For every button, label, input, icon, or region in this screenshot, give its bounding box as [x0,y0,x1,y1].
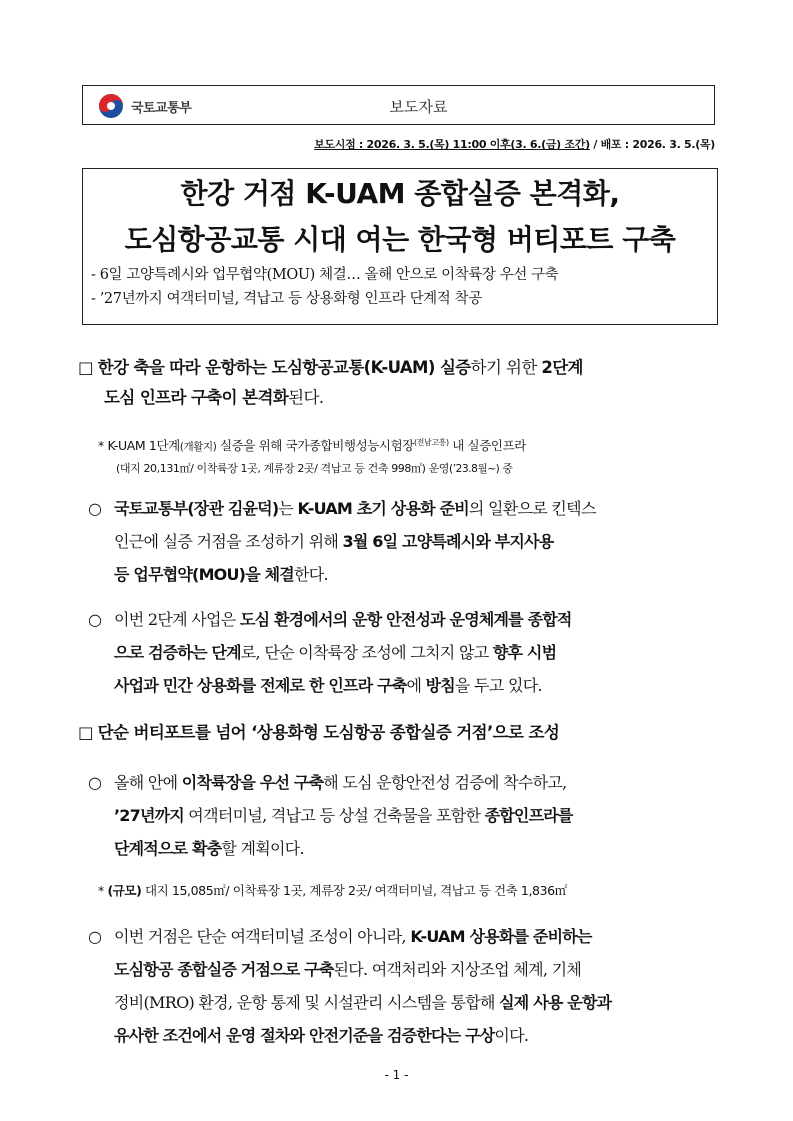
bullet-marker: ○ [88,610,102,629]
bullet-bold: 등 업무협약(MOU)을 체결 [114,565,294,584]
section-2-title: 단순 버티포트를 넘어 ‘상용화형 도심항공 종합실증 거점’으로 조성 [97,723,560,742]
bullet-text: 에 [406,676,426,695]
bullet-text: 여객터미널, 격납고 등 상설 건축물을 포함한 [183,806,485,825]
bullet-marker: ○ [88,927,102,946]
note-text: (개활지) [179,441,217,454]
section-1-bullet-2 [88,603,720,702]
note-text: 실증을 위해 국가종합비행성능시험장 [216,438,414,454]
s1-bold-1: 한강 축을 따라 운항하는 도심항공교통(K-UAM) 실증 [97,358,471,377]
bullet-text: 이번 2단계 사업은 [114,610,240,629]
bullet-bold: 단계적으로 확충 [114,839,222,858]
section-1-note [98,432,728,480]
embargo-time: 보도시점 : 2026. 3. 5.(목) 11:00 이후(3. 6.(금) 조간) [314,138,590,151]
subheadline-1: - 6일 고양특례시와 업무협약(MOU) 체결… 올해 안으로 이착륙장 우선 구축 [91,267,559,283]
bullet-bold: 사업과 민간 상용화를 전제로 한 인프라 구축 [114,676,407,695]
bullet-bold: 도심 환경에서의 운항 안전성과 운영체계를 종합적 [239,610,572,629]
bullet-bold: K-UAM 상용화를 준비하는 [410,927,592,946]
distribution-date: 배포 : 2026. 3. 5.(목) [600,138,715,151]
bullet-text: 된다. 여객처리와 지상조업 체계, 기체 [333,960,582,979]
section-marker: □ [78,358,93,377]
section-2-bullet-1 [88,766,720,865]
section-2-note [98,880,728,901]
note-text: 중 [499,462,513,476]
s1-bold-3: 도심 인프라 구축이 본격화 [104,388,289,407]
note-text: (대지 20,131㎡/ 이착륙장 1곳, 계류장 2곳/ 격납고 등 건축 998㎡) 운영 [116,462,450,476]
subheadline-2: - ’27년까지 여객터미널, 격납고 등 상용화형 인프라 단계적 착공 [91,291,482,307]
bullet-bold: ’27년까지 [114,806,184,825]
s1-text-2: 된다. [288,388,324,407]
bullet-bold: K-UAM 초기 상용화 준비 [297,499,469,518]
section-1-intro [78,353,718,413]
release-info [82,136,715,152]
bullet-bold: 국토교통부(장관 김윤덕) [114,499,279,518]
bullet-text: 해 도심 운항안전성 검증에 착수하고, [323,773,567,792]
bullet-text: 의 일환으로 킨텍스 [468,499,596,518]
bullet-text: 이다. [494,1026,529,1045]
note-star: * [98,438,104,454]
bullet-bold: 으로 검증하는 단계 [114,643,241,662]
headline-line-2: 도심항공교통 시대 여는 한국형 버티포트 구축 [124,223,676,256]
note-text: 대지 15,085㎡/ 이착륙장 1곳, 계류장 2곳/ 여객터미널, 격납고 등 건축 1,836㎡ [141,883,567,898]
header-box [82,85,715,125]
bullet-text: 인근에 실증 거점을 조성하기 위해 [114,532,343,551]
bullet-bold: 이착륙장을 우선 구축 [181,773,324,792]
note-text: K-UAM 1단계 [107,438,180,454]
bullet-bold: 실제 사용 운항과 [499,993,612,1012]
bullet-text: 정비(MRO) 환경, 운항 통제 및 시설관리 시스템을 통합해 [114,993,500,1012]
bullet-marker: ○ [88,499,102,518]
note-text: 내 실증인프라 [448,438,526,454]
bullet-text: 할 계획이다. [221,839,304,858]
bullet-text: 한다. [293,565,328,584]
bullet-text: 는 [278,499,298,518]
bullet-bold: 향후 시범 [492,643,557,662]
logo-text: 국토교통부 [131,100,192,116]
bullet-marker: ○ [88,773,102,792]
page-number: - 1 - [384,1068,409,1082]
note-star: * [98,883,104,898]
section-2-heading [78,718,718,748]
section-1-bullet-1 [88,492,720,591]
bullet-bold: 종합인프라를 [484,806,573,825]
s1-bold-2: 2단계 [541,358,583,377]
bullet-bold: 방침 [425,676,455,695]
section-marker: □ [78,723,93,742]
section-2-bullet-2 [88,920,720,1052]
bullet-text: 을 두고 있다. [454,676,542,695]
bullet-text: 이번 거점은 단순 여객터미널 조성이 아니라, [114,927,411,946]
s1-text-1: 하기 위한 [470,358,542,377]
release-separator: / [589,138,601,151]
note-text: (’23.8월~) [449,463,500,476]
bullet-bold: 도심항공 종합실증 거점으로 구축 [114,960,334,979]
bullet-text: 로, 단순 이착륙장 조성에 그치지 않고 [240,643,493,662]
note-text: (전남고흥) [413,438,449,447]
bullet-bold: 유사한 조건에서 운영 절차와 안전기준을 검증한다는 구상 [114,1026,495,1045]
bullet-bold: 3월 6일 고양특례시와 부지사용 [342,532,554,551]
headline-line-1: 한강 거점 K-UAM 종합실증 본격화, [180,177,620,210]
doc-type-label: 보도자료 [389,98,448,116]
title-box [82,168,718,325]
note-bold: (규모) [107,883,142,898]
bullet-text: 올해 안에 [114,773,182,792]
